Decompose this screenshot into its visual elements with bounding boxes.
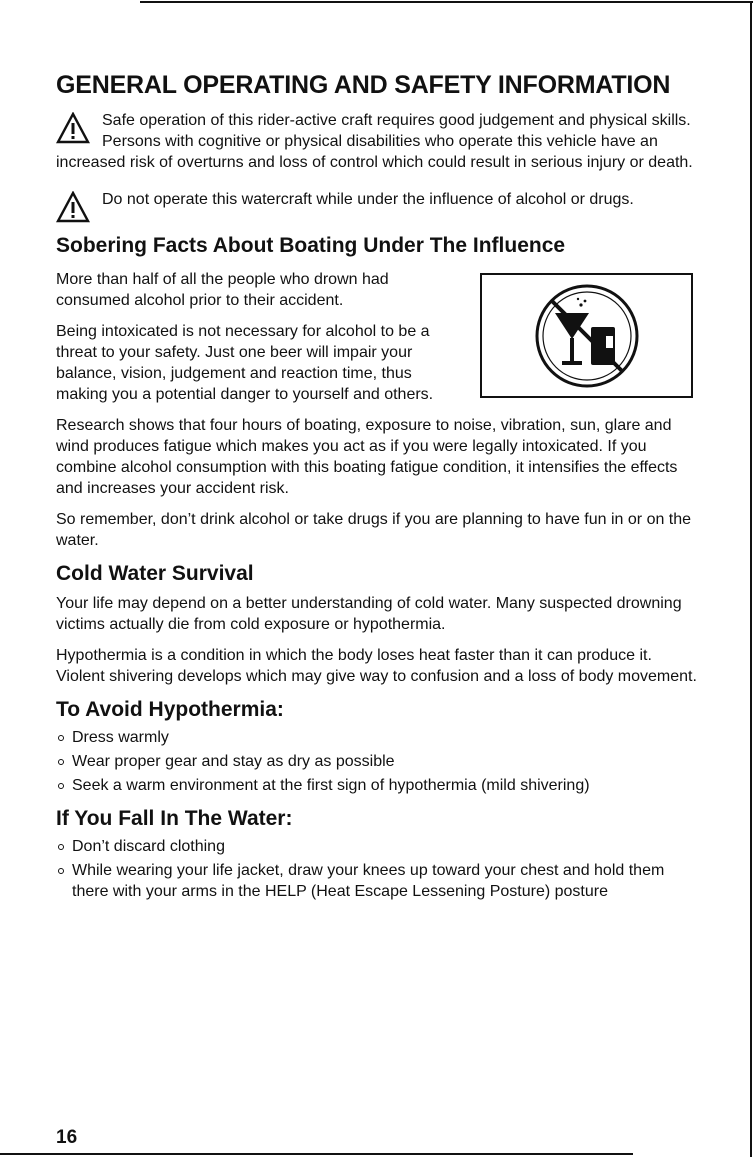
bottom-border [0, 1153, 633, 1155]
sobering-paragraph: So remember, don’t drink alcohol or take drugs if you are planning to have fun in or on the water. [56, 511, 692, 549]
warning-triangle-icon [56, 191, 90, 223]
warning-triangle-icon [56, 112, 90, 144]
sobering-paragraph: More than half of all the people who drown had consumed alcohol prior to their accident. [56, 271, 389, 309]
cold-water-paragraph: Hypothermia is a condition in which the body loses heat faster than it can produce it. Violent shivering develops which may give way to confusion and a loss of body movement. [56, 647, 697, 685]
cold-water-paragraph: Your life may depend on a better understanding of cold water. Many suspected drowning victims actually die from cold exposure or hypothermia. [56, 595, 682, 633]
page-number: 16 [56, 1127, 78, 1148]
sobering-heading: Sobering Facts About Boating Under The Influence [56, 234, 566, 257]
list-item: While wearing your life jacket, draw your knees up toward your chest and hold them there with your arms in the HELP (Heat Escape Lessening Posture) posture [56, 860, 701, 902]
page-content [56, 70, 701, 908]
no-alcohol-illustration [480, 273, 693, 398]
list-item: Seek a warm environment at the first sign of hypothermia (mild shivering) [56, 775, 701, 796]
top-border [140, 1, 753, 3]
warning-alcohol [56, 189, 701, 223]
influence-section [56, 269, 701, 405]
warning-alcohol-text: Do not operate this watercraft while under the influence of alcohol or drugs. [102, 191, 634, 208]
warning-skills-text: Safe operation of this rider-active craft requires good judgement and physical skills. Persons with cognitive or physical disabilities who operate this vehicle have an increased risk of overturns and loss of control which could result in serious injury or death. [56, 112, 693, 171]
cold-water-heading: Cold Water Survival [56, 562, 254, 585]
no-alcohol-icon [527, 281, 647, 391]
sobering-paragraph: Research shows that four hours of boating, exposure to noise, vibration, sun, glare and wind produces fatigue which makes you act as if you were legally intoxicated. If you combine alcohol consumption with this boating fatigue condition, it intensifies the effects and increases your accident risk. [56, 417, 678, 497]
list-item: Wear proper gear and stay as dry as possible [56, 751, 701, 772]
fall-in-water-list [56, 836, 701, 902]
page-title: GENERAL OPERATING AND SAFETY INFORMATION [56, 71, 671, 99]
sobering-paragraph: Being intoxicated is not necessary for alcohol to be a threat to your safety. Just one beer will impair your balance, vision, judgement and reaction time, thus making you a potential danger to yourself and others. [56, 323, 434, 403]
avoid-hypothermia-heading: To Avoid Hypothermia: [56, 698, 284, 721]
list-item: Don’t discard clothing [56, 836, 701, 857]
fall-in-water-heading: If You Fall In The Water: [56, 807, 293, 830]
list-item: Dress warmly [56, 727, 701, 748]
right-border [750, 1, 752, 1157]
warning-skills [56, 110, 701, 173]
avoid-hypothermia-list [56, 727, 701, 796]
